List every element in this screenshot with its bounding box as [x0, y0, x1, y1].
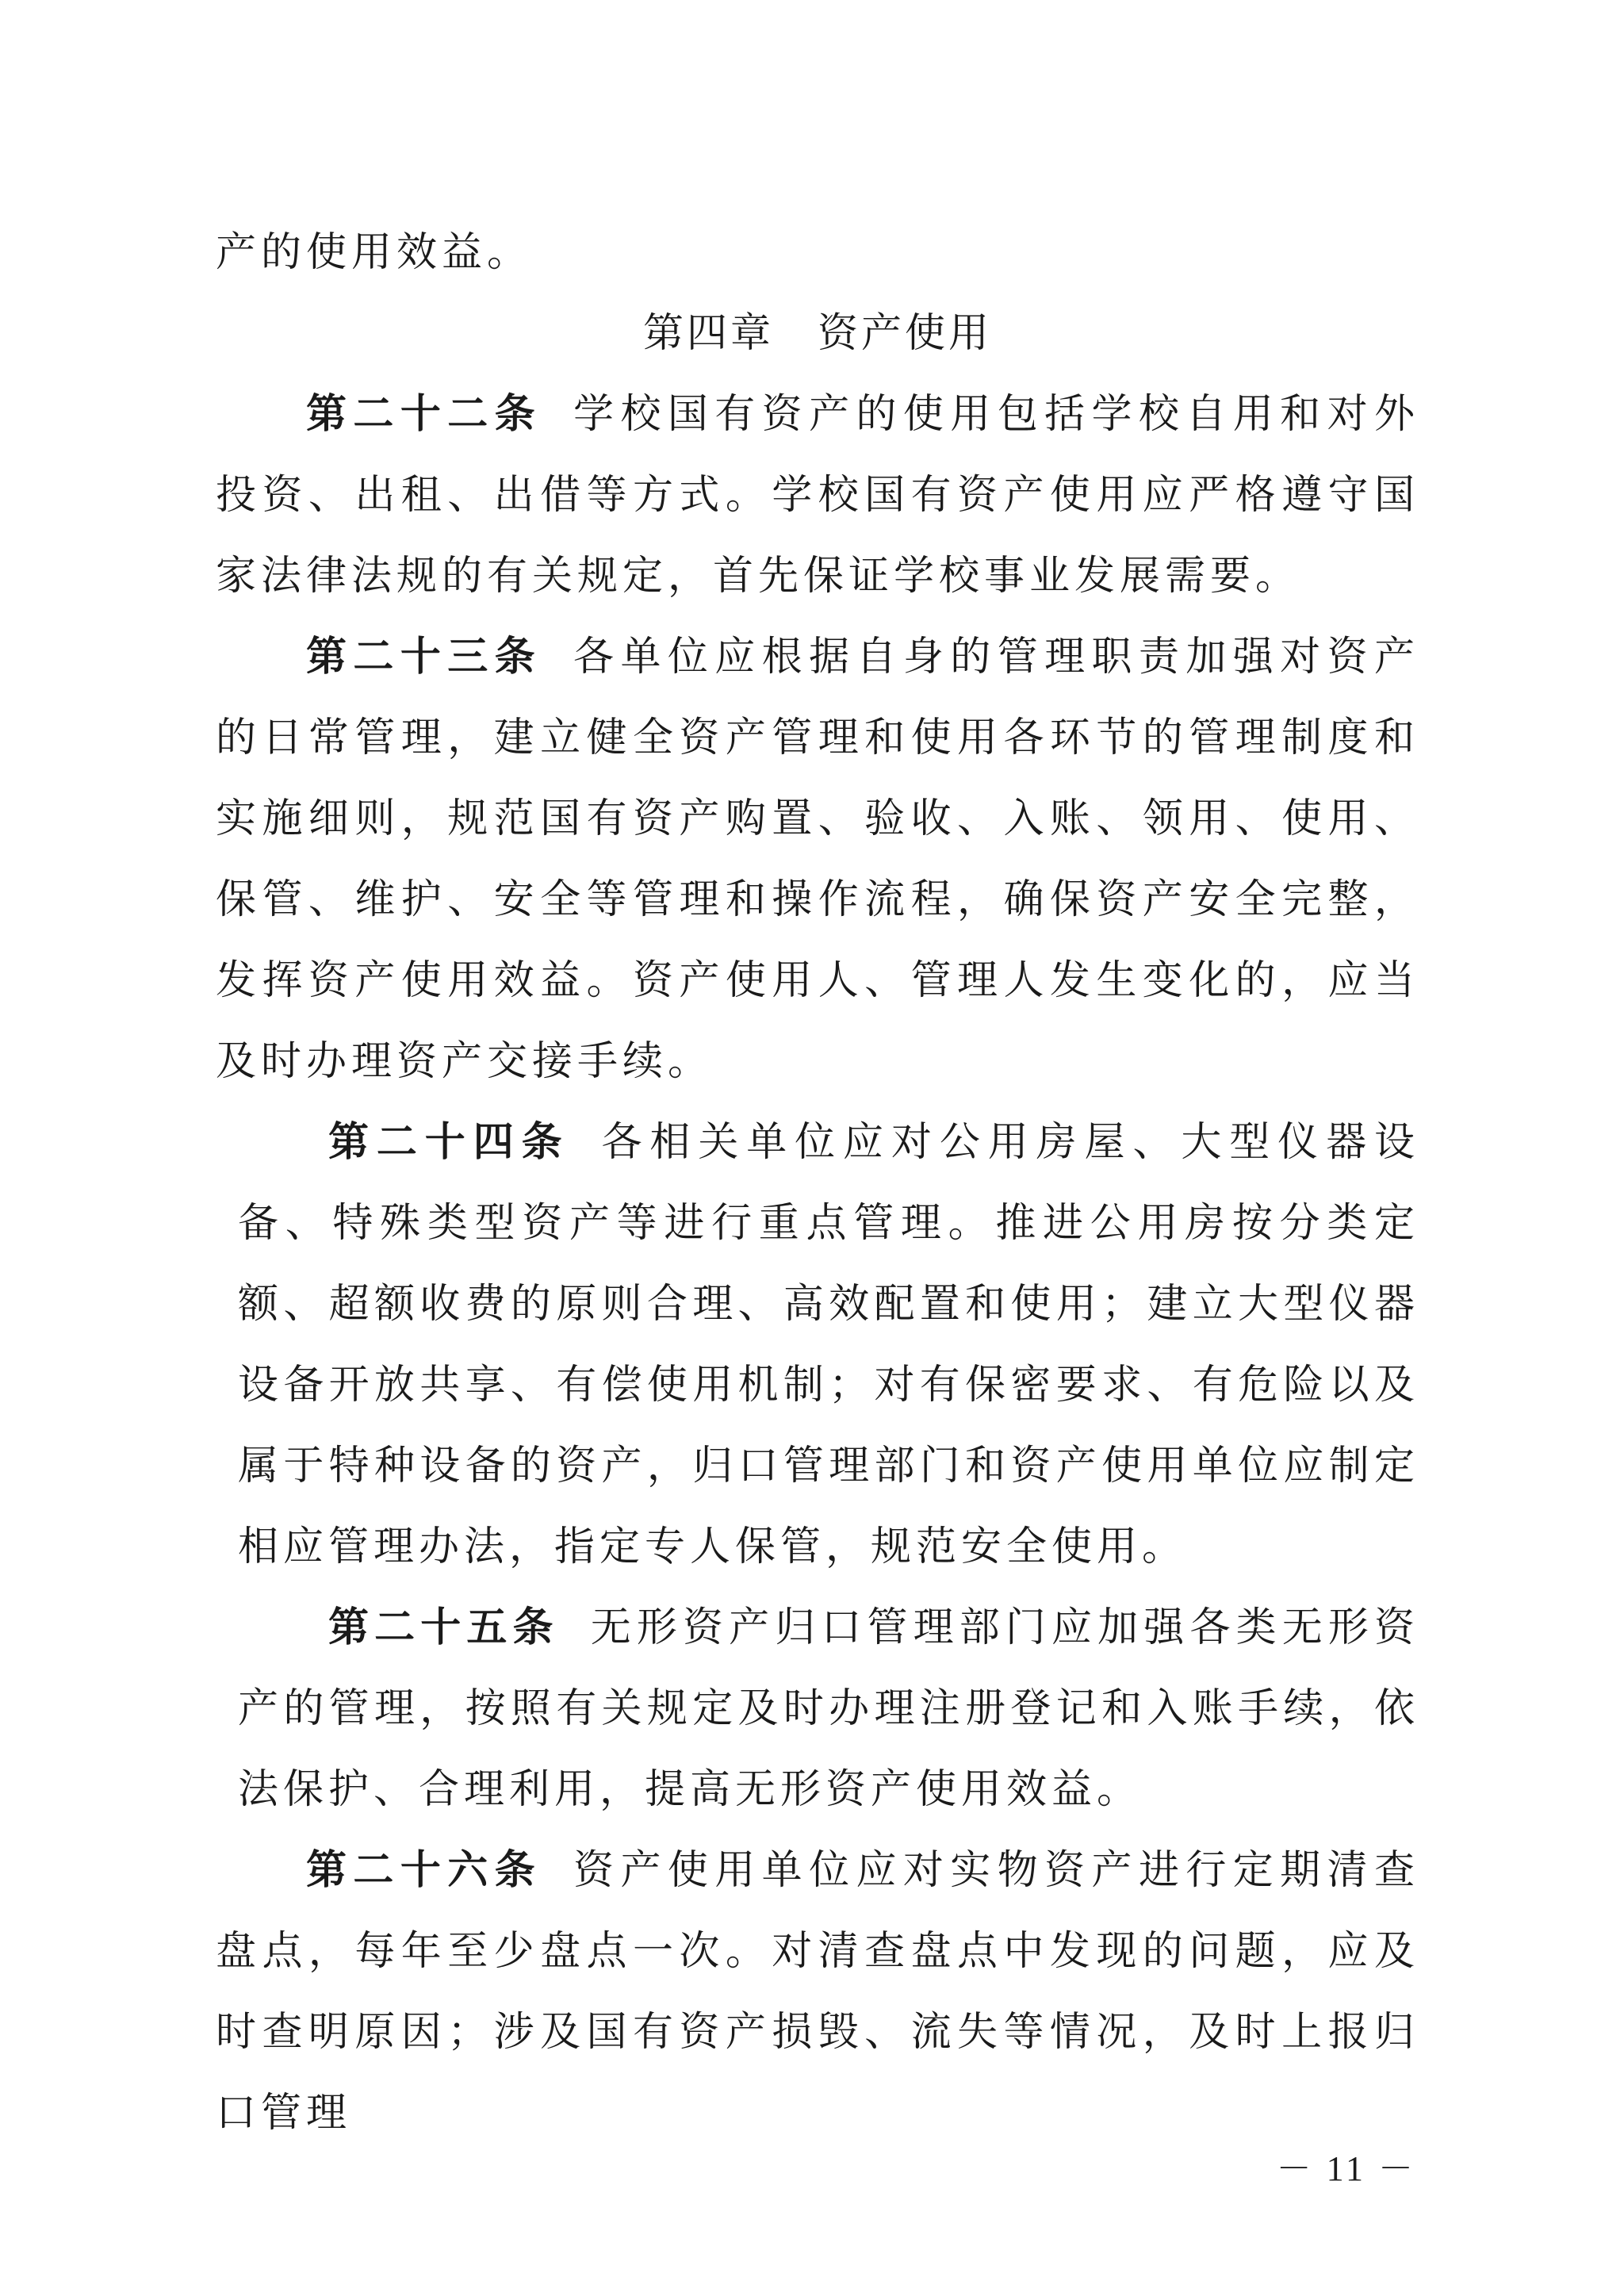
article-22 [216, 374, 1419, 617]
article-24-text: 各相关单位应对公用房屋、大型仪器设备、特殊类型资产等进行重点管理。推进公用房按分类定额、超额收费的原则合理、高效配置和使用；建立大型仪器设备开放共享、有偿使用机制；对有保密要求、有危险以及属于特种设备的资产，归口管理部门和资产使用单位应制定相应管理办法，指定专人保管，规范安全使用。 [238, 1119, 1419, 1570]
article-26-number: 第二十六条 [306, 1847, 542, 1894]
article-23-text: 各单位应根据自身的管理职责加强对资产的日常管理，建立健全资产管理和使用各环节的管理制度和实施细则，规范国有资产购置、验收、入账、领用、使用、保管、维护、安全等管理和操作流程，确保资产安全完整，发挥资产使用效益。资产使用人、管理人发生变化的，应当及时办理资产交接手续。 [216, 634, 1419, 1085]
article-23-number: 第二十三条 [306, 634, 542, 680]
article-23 [216, 617, 1419, 1102]
article-25 [238, 1588, 1419, 1830]
continuation-text: 产的使用效益。 [216, 229, 533, 276]
article-22-text: 学校国有资产的使用包括学校自用和对外投资、出租、出借等方式。学校国有资产使用应严格遵守国家法律法规的有关规定，首先保证学校事业发展需要。 [216, 391, 1419, 600]
article-24 [238, 1102, 1419, 1588]
article-22-number: 第二十二条 [306, 391, 542, 438]
page-number: － 11 － [1276, 2149, 1416, 2188]
continuation-paragraph [216, 213, 1419, 293]
document-body [216, 213, 1419, 2154]
article-24-number: 第二十四条 [328, 1119, 570, 1166]
article-25-number: 第二十五条 [328, 1604, 559, 1651]
article-26-text: 资产使用单位应对实物资产进行定期清查盘点，每年至少盘点一次。对清查盘点中发现的问题，应及时查明原因；涉及国有资产损毁、流失等情况，及时上报归口管理 [216, 1847, 1419, 2137]
article-26 [216, 1830, 1419, 2154]
chapter-title: 第四章 资产使用 [642, 310, 992, 357]
article-25-text: 无形资产归口管理部门应加强各类无形资产的管理，按照有关规定及时办理注册登记和入账手续，依法保护、合理利用，提高无形资产使用效益。 [238, 1604, 1419, 1813]
